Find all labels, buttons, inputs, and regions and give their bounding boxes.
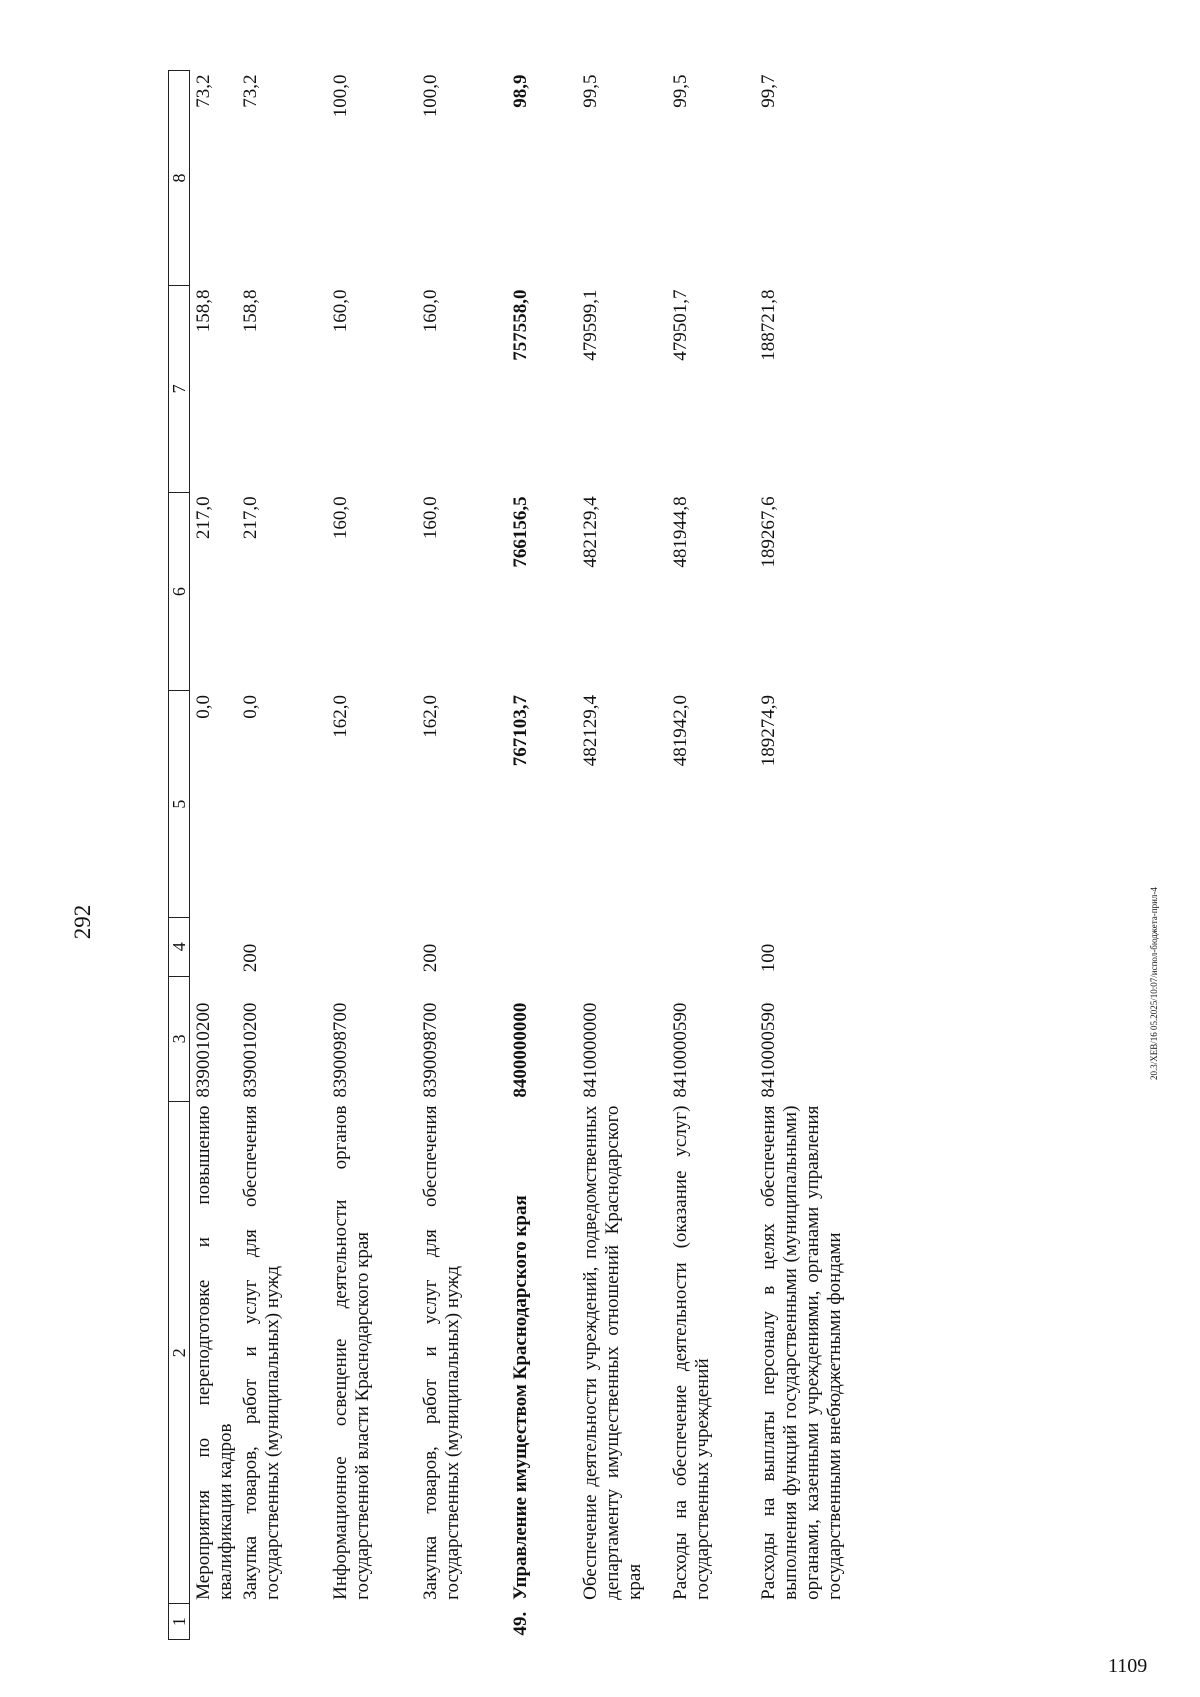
row-value-col7: 757558,0 <box>510 289 531 361</box>
row-code: 8390010200 <box>240 1002 261 1098</box>
column-header: 8 <box>169 71 190 286</box>
row-value-col6: 766156,5 <box>510 496 531 568</box>
column-header: 2 <box>169 1102 190 1604</box>
row-value-col7: 160,0 <box>420 289 441 333</box>
row-code: 8410000000 <box>580 1002 601 1098</box>
column-header: 3 <box>169 976 190 1101</box>
row-expense-type <box>577 917 667 976</box>
row-expense-type: 200 <box>240 943 261 973</box>
row-value-col5: 0,0 <box>240 695 261 719</box>
row-value-col5: 162,0 <box>330 695 351 738</box>
table-row <box>237 71 327 1640</box>
row-expense-type <box>190 917 238 976</box>
row-value-col8: 100,0 <box>330 74 351 118</box>
row-expense-type <box>327 917 417 976</box>
row-expense-type <box>507 917 577 976</box>
table-header-row <box>169 71 190 1640</box>
table-row <box>577 71 667 1640</box>
row-value-col8: 99,5 <box>580 74 601 108</box>
row-code: 8410000590 <box>670 1002 691 1098</box>
row-description: Расходы на обеспечение деятельности (оказание услуг) государственных учреждений <box>670 1105 713 1600</box>
budget-table <box>168 70 915 1640</box>
row-expense-type: 200 <box>420 943 441 973</box>
row-value-col7: 188721,8 <box>758 289 779 361</box>
row-index <box>667 1604 755 1640</box>
row-value-col7: 158,8 <box>240 289 261 333</box>
table-row <box>667 71 755 1640</box>
row-value-col5: 189274,9 <box>758 695 779 767</box>
row-index: 49. <box>510 1611 531 1636</box>
row-value-col5: 767103,7 <box>510 695 531 767</box>
sheet-number: 1109 <box>1108 1655 1148 1677</box>
row-code: 8400000000 <box>510 1002 531 1098</box>
row-index <box>577 1604 667 1640</box>
table-row <box>190 71 238 1640</box>
row-index <box>237 1604 327 1640</box>
row-description: Мероприятия по переподготовке и повышению квалификации кадров <box>190 1102 238 1604</box>
row-value-col6: 160,0 <box>330 496 351 540</box>
row-value-col6: 481944,8 <box>670 496 691 568</box>
column-header: 5 <box>169 691 190 917</box>
row-value-col8: 99,5 <box>670 74 691 108</box>
row-description: Закупка товаров, работ и услуг для обеспечения государственных (муниципальных) нужд <box>420 1105 463 1600</box>
table-row <box>507 71 577 1640</box>
document-code: 20.3/XEB/16 05.2025/10:07/испол-бюджета-прил-4 <box>1149 887 1159 1080</box>
row-description: Обеспечение деятельности учреждений, подведомственных департаменту имущественных отношений Краснодарского края <box>580 1105 645 1600</box>
row-description: Информационное освещение деятельности органов государственной власти Краснодарского края <box>330 1105 373 1600</box>
row-value-col6: 217,0 <box>190 492 238 691</box>
row-value-col7: 479599,1 <box>580 289 601 361</box>
row-value-col8: 98,9 <box>510 74 531 108</box>
column-header: 4 <box>169 917 190 976</box>
row-value-col7: 158,8 <box>190 286 238 493</box>
row-index <box>755 1604 915 1640</box>
row-value-col6: 160,0 <box>420 496 441 540</box>
table-row <box>327 71 417 1640</box>
table-row <box>755 71 915 1640</box>
column-header: 6 <box>169 492 190 691</box>
table-row <box>417 71 507 1640</box>
page-number: 292 <box>70 904 95 940</box>
row-value-col8: 99,7 <box>758 74 779 108</box>
row-value-col5: 481942,0 <box>670 695 691 767</box>
row-code: 8410000590 <box>758 1002 779 1098</box>
row-index <box>190 1604 238 1640</box>
row-expense-type <box>667 917 755 976</box>
row-value-col5: 482129,4 <box>580 695 601 767</box>
row-value-col6: 482129,4 <box>580 496 601 568</box>
row-value-col7: 479501,7 <box>670 289 691 361</box>
row-value-col8: 100,0 <box>420 74 441 118</box>
row-description: Закупка товаров, работ и услуг для обеспечения государственных (муниципальных) нужд <box>240 1105 283 1600</box>
row-expense-type: 100 <box>758 943 779 973</box>
row-value-col8: 73,2 <box>240 74 261 108</box>
row-code: 8390098700 <box>420 1002 441 1098</box>
budget-table-rotated <box>168 70 1068 1640</box>
row-index <box>327 1604 417 1640</box>
row-value-col8: 73,2 <box>190 71 238 286</box>
row-code: 8390098700 <box>330 1002 351 1098</box>
row-index <box>417 1604 507 1640</box>
row-value-col5: 162,0 <box>420 695 441 738</box>
row-value-col6: 217,0 <box>240 496 261 540</box>
column-header: 1 <box>169 1604 190 1640</box>
row-description: Управление имуществом Краснодарского края <box>510 1195 531 1600</box>
row-value-col6: 189267,6 <box>758 496 779 568</box>
column-header: 7 <box>169 286 190 493</box>
row-value-col5: 0,0 <box>190 691 238 917</box>
row-value-col7: 160,0 <box>330 289 351 333</box>
row-code: 8390010200 <box>190 976 238 1101</box>
row-description: Расходы на выплаты персоналу в целях обеспечения выполнения функций государственными (муниципальными) органами, казенными учреждениями, органами управления государственными внебюджетными фондами <box>758 1105 845 1600</box>
